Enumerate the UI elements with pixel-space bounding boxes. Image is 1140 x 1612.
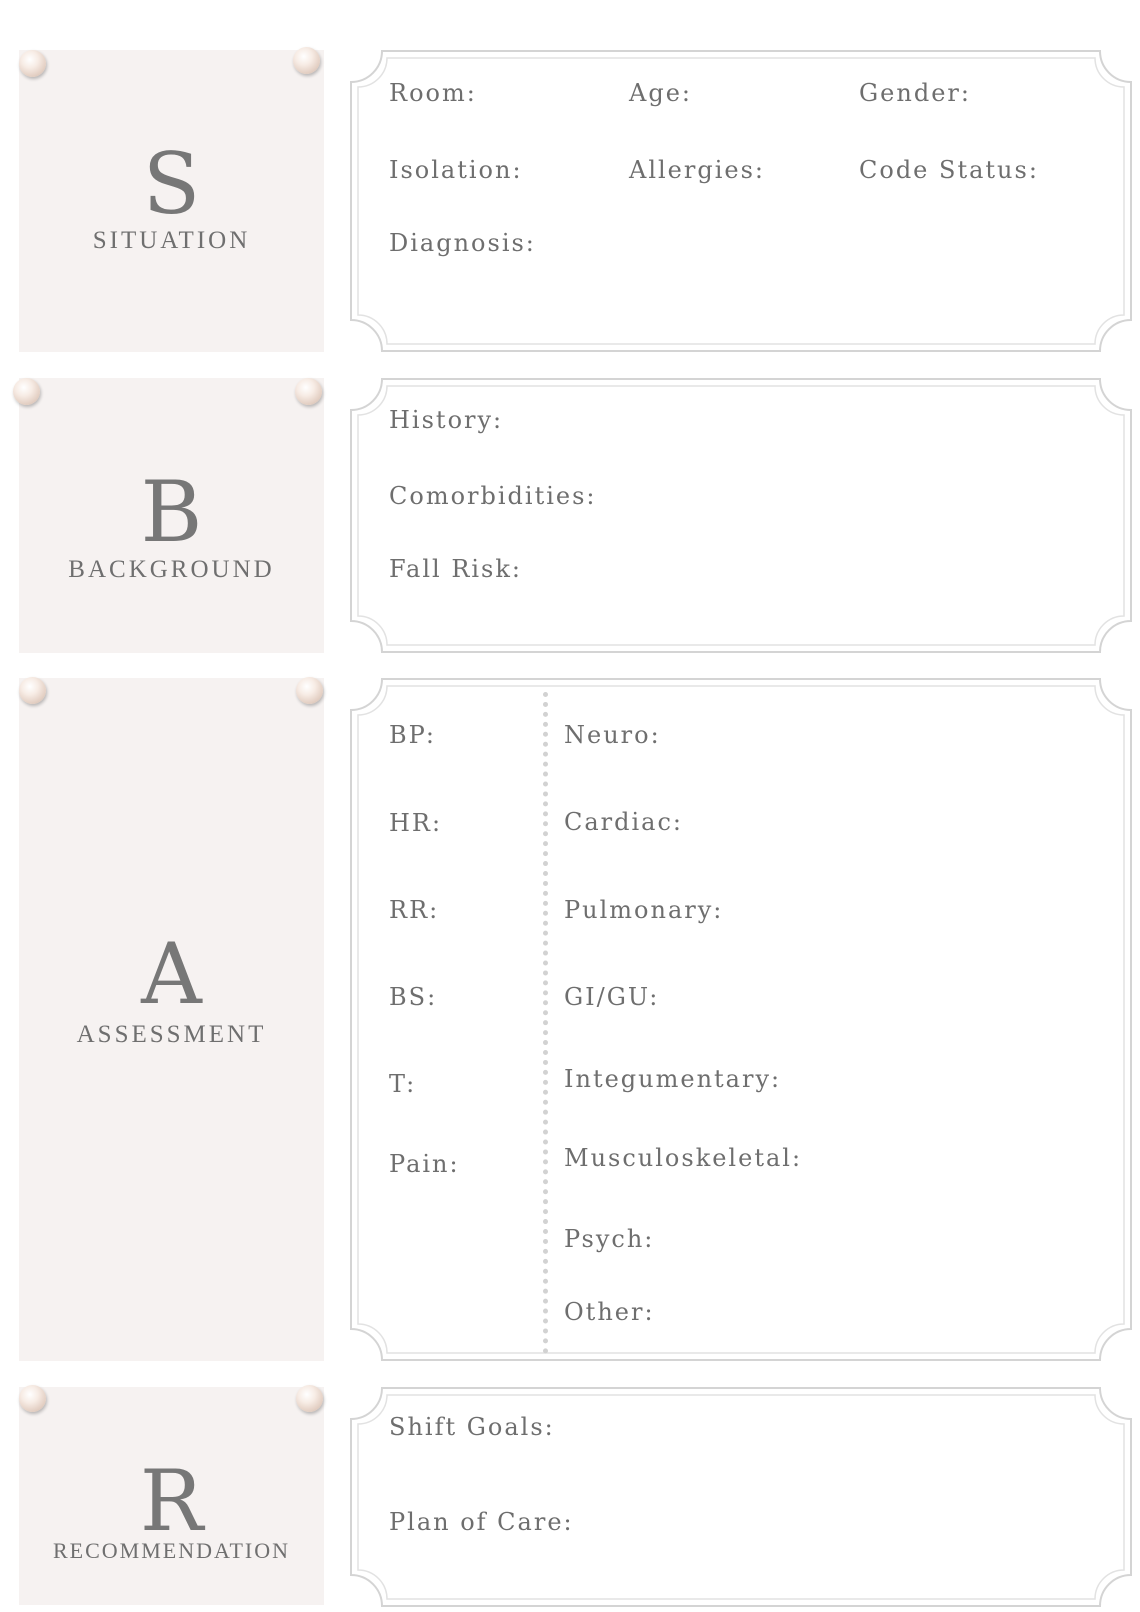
plan-of-care-label: Plan of Care:: [389, 1508, 574, 1536]
background-title: BACKGROUND: [68, 556, 275, 583]
system-psych-label: Psych:: [564, 1225, 655, 1253]
vital-pain-label: Pain:: [389, 1150, 460, 1178]
system-gigu-label: GI/GU:: [564, 983, 660, 1011]
situation-letter: S: [142, 135, 201, 233]
system-musculoskeletal-label: Musculoskeletal:: [564, 1144, 803, 1172]
recommendation-card: [19, 1387, 324, 1605]
vital-hr-label: HR:: [389, 809, 443, 837]
recommendation-letter: R: [139, 1452, 204, 1550]
comorbidities-label: Comorbidities:: [389, 482, 597, 510]
system-neuro-label: Neuro:: [564, 721, 661, 749]
isolation-label: Isolation:: [389, 156, 523, 184]
recommendation-title: RECOMMENDATION: [53, 1538, 290, 1563]
system-cardiac-label: Cardiac:: [564, 808, 684, 836]
system-integumentary-label: Integumentary:: [564, 1065, 782, 1093]
vital-t-label: T:: [389, 1070, 417, 1098]
background-letter: B: [140, 463, 203, 561]
situation-title: SITUATION: [92, 227, 251, 254]
shift-goals-label: Shift Goals:: [389, 1413, 555, 1441]
assessment-title: ASSESSMENT: [76, 1021, 267, 1048]
vital-bs-label: BS:: [389, 983, 438, 1011]
allergies-label: Allergies:: [629, 156, 766, 184]
vital-rr-label: RR:: [389, 896, 440, 924]
gender-label: Gender:: [859, 79, 971, 107]
system-pulmonary-label: Pulmonary:: [564, 896, 724, 924]
room-label: Room:: [389, 79, 477, 107]
system-other-label: Other:: [564, 1298, 655, 1326]
assessment-letter: A: [141, 925, 202, 1023]
age-label: Age:: [629, 79, 692, 107]
pin-icon: [296, 1385, 323, 1412]
vital-bp-label: BP:: [389, 721, 437, 749]
pin-icon: [19, 1385, 46, 1412]
diagnosis-label: Diagnosis:: [389, 229, 536, 257]
history-label: History:: [389, 406, 504, 434]
recommendation-frame: [350, 1387, 1132, 1607]
code-status-label: Code Status:: [859, 156, 1039, 184]
fall-risk-label: Fall Risk:: [389, 555, 523, 583]
